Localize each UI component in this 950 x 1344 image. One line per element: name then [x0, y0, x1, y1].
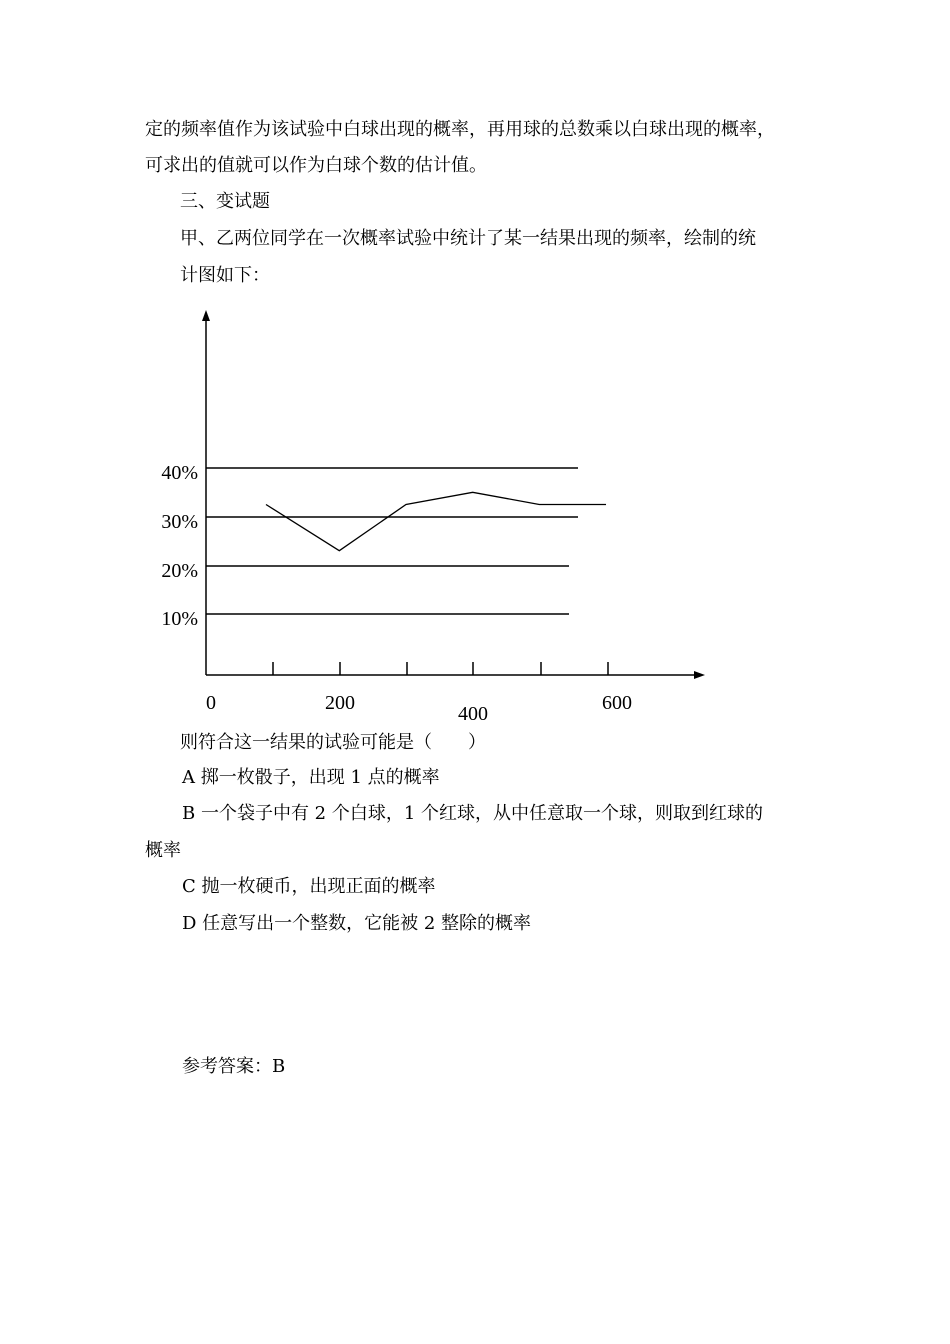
answer: 参考答案：B	[182, 1056, 286, 1077]
y-tick-label: 10%	[161, 608, 198, 630]
x-axis-arrow	[694, 671, 705, 679]
y-tick-label: 30%	[161, 511, 198, 533]
option-c: C 抛一枚硬币，出现正面的概率	[182, 876, 436, 897]
question-line-1: 甲、乙两位同学在一次概率试验中统计了某一结果出现的频率，绘制的统	[180, 228, 756, 249]
intro-line-2: 可求出的值就可以作为白球个数的估计值。	[145, 155, 487, 176]
x-tick-label: 600	[602, 692, 632, 714]
x-tick-label: 200	[325, 692, 355, 714]
x-tick-label: 400	[458, 703, 488, 725]
y-tick-label: 20%	[161, 560, 198, 582]
series-line	[266, 492, 606, 550]
option-a: A 掷一枚骰子，出现 1 点的概率	[182, 767, 440, 788]
question-line-2: 计图如下：	[180, 265, 270, 286]
y-tick-labels	[161, 462, 198, 630]
option-d: D 任意写出一个整数，它能被 2 整除的概率	[182, 913, 532, 934]
option-b-line-2: 概率	[145, 840, 181, 861]
y-axis-arrow	[202, 310, 210, 321]
section-title: 三、变试题	[180, 191, 270, 212]
x-ticks	[273, 662, 608, 675]
intro-line-1: 定的频率值作为该试验中白球出现的概率，再用球的总数乘以白球出现的概率，	[145, 119, 775, 140]
chart-gridlines	[206, 468, 578, 614]
x-tick-label: 0	[206, 692, 216, 714]
chart-axes	[202, 310, 705, 679]
question-prompt: 则符合这一结果的试验可能是（ ）	[180, 732, 486, 753]
x-tick-labels	[206, 692, 632, 725]
option-b-line-1: B 一个袋子中有 2 个白球，1 个红球，从中任意取一个球，则取到红球的	[182, 803, 764, 824]
y-tick-label: 40%	[161, 462, 198, 484]
series-group	[266, 492, 606, 551]
